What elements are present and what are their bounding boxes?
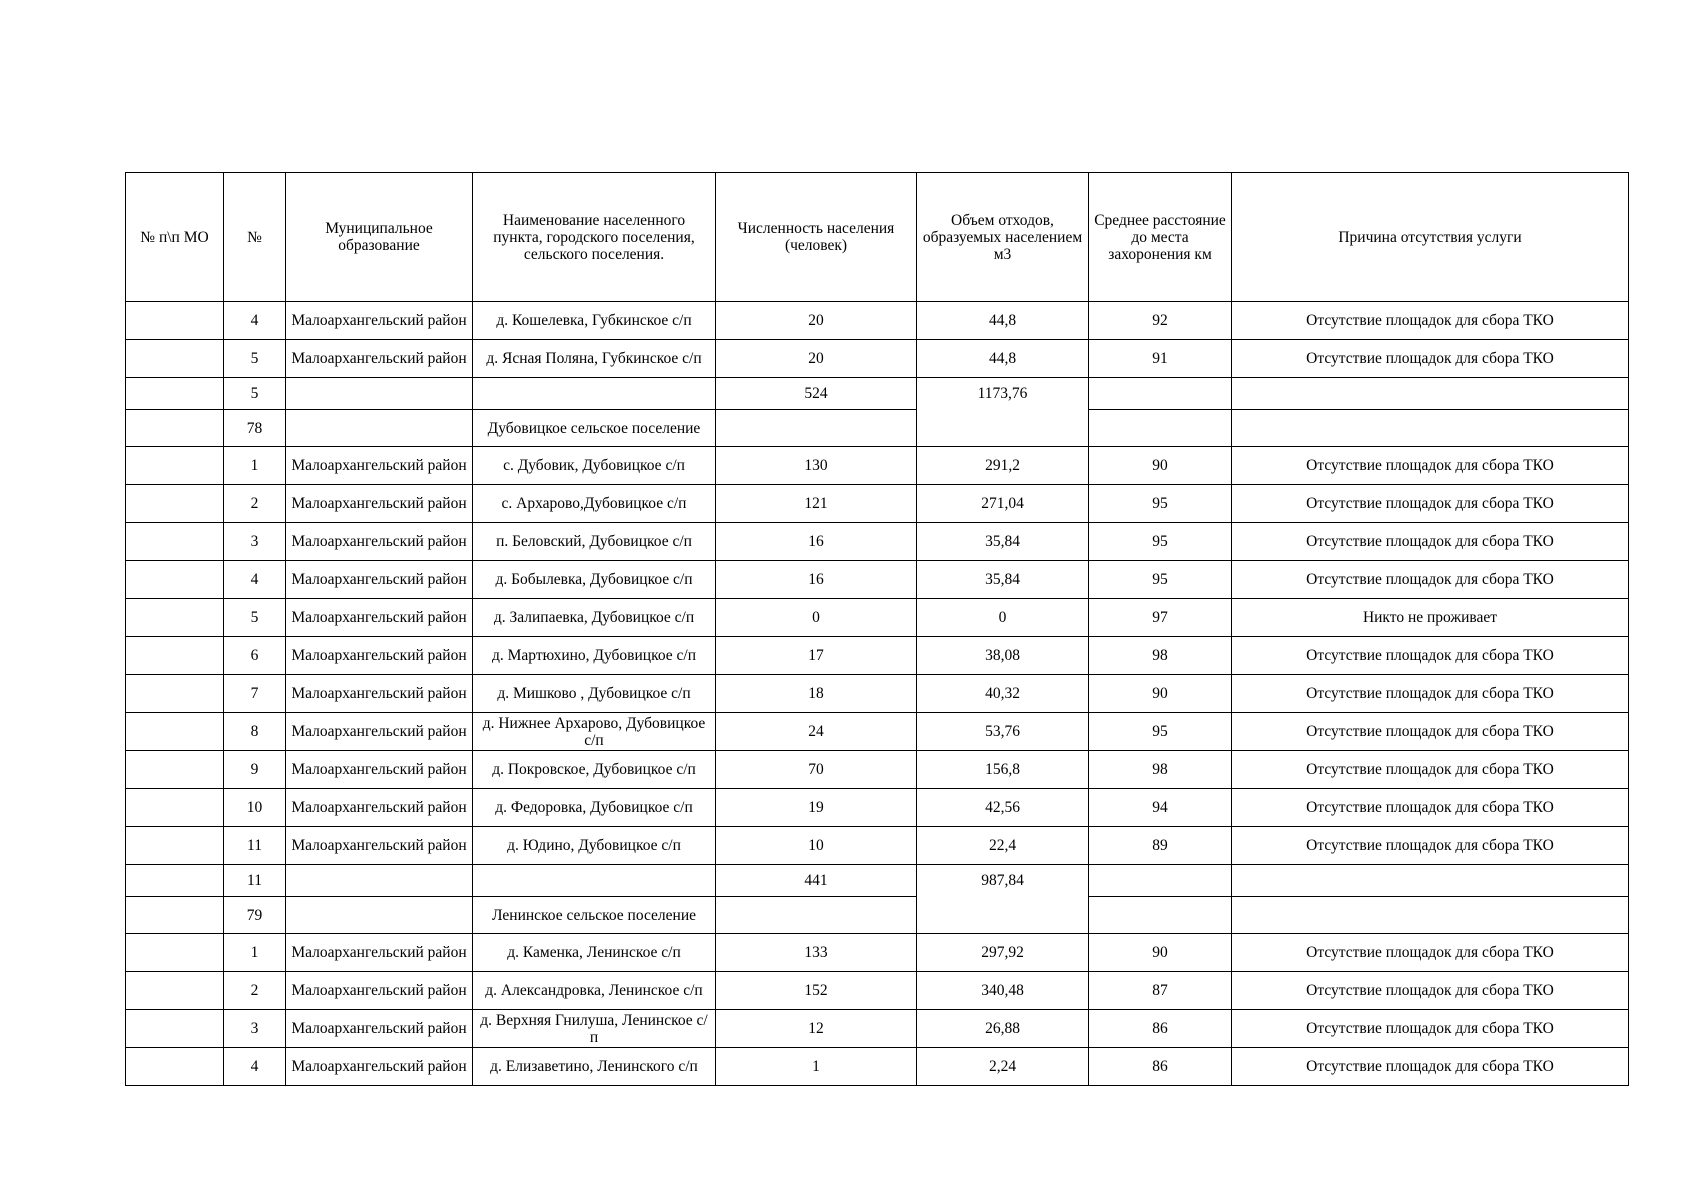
cell-distance: 95 bbox=[1089, 485, 1232, 523]
cell-number: 3 bbox=[224, 523, 286, 561]
cell-mo-number bbox=[126, 637, 224, 675]
cell-municipality bbox=[286, 897, 473, 934]
cell-number: 6 bbox=[224, 637, 286, 675]
cell-mo-number bbox=[126, 751, 224, 789]
cell-waste-volume: 297,92 bbox=[917, 934, 1089, 972]
cell-population: 130 bbox=[716, 447, 917, 485]
cell-distance bbox=[1089, 897, 1232, 934]
cell-waste-volume: 0 bbox=[917, 599, 1089, 637]
group-row bbox=[126, 897, 1629, 934]
waste-table bbox=[125, 172, 1629, 1086]
cell-distance: 91 bbox=[1089, 340, 1232, 378]
cell-settlement: д. Ясная Поляна, Губкинское с/п bbox=[473, 340, 716, 378]
table-row bbox=[126, 523, 1629, 561]
cell-waste-volume: 2,24 bbox=[917, 1048, 1089, 1086]
cell-reason: Отсутствие площадок для сбора ТКО bbox=[1232, 675, 1629, 713]
table-row bbox=[126, 675, 1629, 713]
cell-waste-volume: 156,8 bbox=[917, 751, 1089, 789]
cell-mo-number bbox=[126, 447, 224, 485]
cell-number: 7 bbox=[224, 675, 286, 713]
cell-mo-number bbox=[126, 340, 224, 378]
cell-reason: Отсутствие площадок для сбора ТКО bbox=[1232, 713, 1629, 751]
cell-municipality bbox=[286, 865, 473, 897]
cell-distance: 86 bbox=[1089, 1048, 1232, 1086]
cell-settlement: д. Верхняя Гнилуша, Ленинское с/п bbox=[473, 1010, 716, 1048]
header-row bbox=[126, 173, 1629, 302]
cell-waste-volume: 38,08 bbox=[917, 637, 1089, 675]
subtotal-count: 11 bbox=[224, 865, 286, 897]
cell-settlement: д. Елизаветино, Ленинского с/п bbox=[473, 1048, 716, 1086]
table-row bbox=[126, 713, 1629, 751]
cell-mo-number bbox=[126, 378, 224, 410]
cell-settlement bbox=[473, 865, 716, 897]
cell-waste-volume: 42,56 bbox=[917, 789, 1089, 827]
cell-mo-number bbox=[126, 675, 224, 713]
cell-distance: 86 bbox=[1089, 1010, 1232, 1048]
cell-reason: Отсутствие площадок для сбора ТКО bbox=[1232, 972, 1629, 1010]
cell-reason: Отсутствие площадок для сбора ТКО bbox=[1232, 751, 1629, 789]
table-row bbox=[126, 302, 1629, 340]
cell-population: 19 bbox=[716, 789, 917, 827]
cell-mo-number bbox=[126, 713, 224, 751]
cell-settlement: д. Каменка, Ленинское с/п bbox=[473, 934, 716, 972]
cell-mo-number bbox=[126, 865, 224, 897]
cell-settlement: д. Александровка, Ленинское с/п bbox=[473, 972, 716, 1010]
cell-municipality: Малоархангельский район bbox=[286, 523, 473, 561]
cell-distance: 95 bbox=[1089, 713, 1232, 751]
cell-number: 4 bbox=[224, 1048, 286, 1086]
header-population: Численность населения (человек) bbox=[716, 173, 917, 302]
header-settlement: Наименование населенного пункта, городского поселения, сельского поселения. bbox=[473, 173, 716, 302]
cell-settlement: д. Юдино, Дубовицкое с/п bbox=[473, 827, 716, 865]
cell-reason: Отсутствие площадок для сбора ТКО bbox=[1232, 1010, 1629, 1048]
table-row bbox=[126, 934, 1629, 972]
cell-settlement bbox=[473, 378, 716, 410]
cell-number: 8 bbox=[224, 713, 286, 751]
header-reason: Причина отсутствия услуги bbox=[1232, 173, 1629, 302]
header-distance: Среднее расстояние до места захоронения км bbox=[1089, 173, 1232, 302]
subtotal-population: 524 bbox=[716, 378, 917, 410]
cell-settlement: д. Залипаевка, Дубовицкое с/п bbox=[473, 599, 716, 637]
cell-reason bbox=[1232, 897, 1629, 934]
cell-settlement: д. Мартюхино, Дубовицкое с/п bbox=[473, 637, 716, 675]
cell-population: 12 bbox=[716, 1010, 917, 1048]
table-row bbox=[126, 637, 1629, 675]
subtotal-row bbox=[126, 865, 1629, 897]
cell-distance: 95 bbox=[1089, 561, 1232, 599]
cell-number: 2 bbox=[224, 972, 286, 1010]
cell-reason: Отсутствие площадок для сбора ТКО bbox=[1232, 789, 1629, 827]
cell-population: 0 bbox=[716, 599, 917, 637]
group-name: Ленинское сельское поселение bbox=[473, 897, 716, 934]
cell-mo-number bbox=[126, 1048, 224, 1086]
cell-municipality bbox=[286, 410, 473, 447]
cell-distance: 92 bbox=[1089, 302, 1232, 340]
cell-distance bbox=[1089, 410, 1232, 447]
table-row bbox=[126, 972, 1629, 1010]
cell-municipality: Малоархангельский район bbox=[286, 1048, 473, 1086]
cell-number: 11 bbox=[224, 827, 286, 865]
cell-population: 20 bbox=[716, 302, 917, 340]
cell-mo-number bbox=[126, 934, 224, 972]
cell-population bbox=[716, 410, 917, 447]
cell-municipality: Малоархангельский район bbox=[286, 485, 473, 523]
cell-number: 2 bbox=[224, 485, 286, 523]
cell-population bbox=[716, 897, 917, 934]
cell-waste-volume: 44,8 bbox=[917, 340, 1089, 378]
cell-settlement: д. Кошелевка, Губкинское с/п bbox=[473, 302, 716, 340]
cell-mo-number bbox=[126, 523, 224, 561]
subtotal-count: 5 bbox=[224, 378, 286, 410]
cell-waste-volume: 44,8 bbox=[917, 302, 1089, 340]
cell-mo-number bbox=[126, 410, 224, 447]
cell-reason: Отсутствие площадок для сбора ТКО bbox=[1232, 561, 1629, 599]
cell-municipality: Малоархангельский район bbox=[286, 751, 473, 789]
cell-population: 10 bbox=[716, 827, 917, 865]
cell-settlement: п. Беловский, Дубовицкое с/п bbox=[473, 523, 716, 561]
cell-municipality: Малоархангельский район bbox=[286, 637, 473, 675]
cell-municipality: Малоархангельский район bbox=[286, 1010, 473, 1048]
cell-settlement: д. Бобылевка, Дубовицкое с/п bbox=[473, 561, 716, 599]
cell-reason: Отсутствие площадок для сбора ТКО bbox=[1232, 1048, 1629, 1086]
cell-reason: Отсутствие площадок для сбора ТКО bbox=[1232, 485, 1629, 523]
cell-distance: 97 bbox=[1089, 599, 1232, 637]
cell-number: 4 bbox=[224, 302, 286, 340]
cell-mo-number bbox=[126, 599, 224, 637]
cell-population: 70 bbox=[716, 751, 917, 789]
cell-municipality: Малоархангельский район bbox=[286, 972, 473, 1010]
table-row bbox=[126, 447, 1629, 485]
cell-municipality: Малоархангельский район bbox=[286, 561, 473, 599]
cell-settlement: с. Дубовик, Дубовицкое с/п bbox=[473, 447, 716, 485]
cell-population: 17 bbox=[716, 637, 917, 675]
cell-reason: Отсутствие площадок для сбора ТКО bbox=[1232, 523, 1629, 561]
table-row bbox=[126, 1048, 1629, 1086]
cell-mo-number bbox=[126, 1010, 224, 1048]
cell-number: 1 bbox=[224, 447, 286, 485]
cell-municipality: Малоархангельский район bbox=[286, 789, 473, 827]
cell-waste-volume: 35,84 bbox=[917, 561, 1089, 599]
cell-reason: Отсутствие площадок для сбора ТКО bbox=[1232, 340, 1629, 378]
cell-distance: 90 bbox=[1089, 934, 1232, 972]
group-row bbox=[126, 410, 1629, 447]
cell-reason: Отсутствие площадок для сбора ТКО bbox=[1232, 934, 1629, 972]
group-name: Дубовицкое сельское поселение bbox=[473, 410, 716, 447]
subtotal-row bbox=[126, 378, 1629, 410]
cell-municipality: Малоархангельский район bbox=[286, 713, 473, 751]
cell-reason bbox=[1232, 865, 1629, 897]
table-row bbox=[126, 751, 1629, 789]
cell-distance: 90 bbox=[1089, 675, 1232, 713]
table-row bbox=[126, 485, 1629, 523]
cell-municipality: Малоархангельский район bbox=[286, 340, 473, 378]
cell-number: 5 bbox=[224, 340, 286, 378]
cell-number: 10 bbox=[224, 789, 286, 827]
cell-population: 18 bbox=[716, 675, 917, 713]
cell-number: 3 bbox=[224, 1010, 286, 1048]
cell-mo-number bbox=[126, 897, 224, 934]
cell-reason: Отсутствие площадок для сбора ТКО bbox=[1232, 447, 1629, 485]
subtotal-waste-volume: 1173,76 bbox=[917, 378, 1089, 447]
cell-reason: Отсутствие площадок для сбора ТКО bbox=[1232, 302, 1629, 340]
cell-mo-number bbox=[126, 561, 224, 599]
cell-mo-number bbox=[126, 485, 224, 523]
table-row bbox=[126, 789, 1629, 827]
cell-waste-volume: 35,84 bbox=[917, 523, 1089, 561]
cell-reason bbox=[1232, 378, 1629, 410]
cell-settlement: д. Покровское, Дубовицкое с/п bbox=[473, 751, 716, 789]
cell-settlement: д. Нижнее Архарово, Дубовицкое с/п bbox=[473, 713, 716, 751]
cell-municipality: Малоархангельский район bbox=[286, 599, 473, 637]
cell-distance bbox=[1089, 378, 1232, 410]
cell-municipality: Малоархангельский район bbox=[286, 934, 473, 972]
cell-mo-number bbox=[126, 789, 224, 827]
header-mo-number: № п\п МО bbox=[126, 173, 224, 302]
table-row bbox=[126, 1010, 1629, 1048]
cell-number: 5 bbox=[224, 599, 286, 637]
cell-population: 133 bbox=[716, 934, 917, 972]
cell-mo-number bbox=[126, 302, 224, 340]
cell-population: 24 bbox=[716, 713, 917, 751]
cell-municipality: Малоархангельский район bbox=[286, 447, 473, 485]
cell-distance: 95 bbox=[1089, 523, 1232, 561]
cell-waste-volume: 291,2 bbox=[917, 447, 1089, 485]
cell-population: 121 bbox=[716, 485, 917, 523]
cell-population: 16 bbox=[716, 561, 917, 599]
cell-distance: 98 bbox=[1089, 751, 1232, 789]
cell-number: 9 bbox=[224, 751, 286, 789]
cell-settlement: д. Мишково , Дубовицкое с/п bbox=[473, 675, 716, 713]
cell-municipality: Малоархангельский район bbox=[286, 302, 473, 340]
cell-mo-number bbox=[126, 972, 224, 1010]
cell-distance: 87 bbox=[1089, 972, 1232, 1010]
subtotal-waste-volume: 987,84 bbox=[917, 865, 1089, 934]
table-row bbox=[126, 827, 1629, 865]
cell-distance: 98 bbox=[1089, 637, 1232, 675]
cell-waste-volume: 26,88 bbox=[917, 1010, 1089, 1048]
cell-distance: 89 bbox=[1089, 827, 1232, 865]
header-municipality: Муниципальное образование bbox=[286, 173, 473, 302]
cell-waste-volume: 22,4 bbox=[917, 827, 1089, 865]
cell-distance bbox=[1089, 865, 1232, 897]
group-number: 78 bbox=[224, 410, 286, 447]
cell-waste-volume: 53,76 bbox=[917, 713, 1089, 751]
cell-waste-volume: 340,48 bbox=[917, 972, 1089, 1010]
cell-reason: Отсутствие площадок для сбора ТКО bbox=[1232, 637, 1629, 675]
cell-mo-number bbox=[126, 827, 224, 865]
subtotal-population: 441 bbox=[716, 865, 917, 897]
cell-municipality bbox=[286, 378, 473, 410]
cell-distance: 90 bbox=[1089, 447, 1232, 485]
header-waste-volume: Объем отходов, образуемых населением м3 bbox=[917, 173, 1089, 302]
cell-waste-volume: 40,32 bbox=[917, 675, 1089, 713]
table-row bbox=[126, 599, 1629, 637]
cell-population: 20 bbox=[716, 340, 917, 378]
cell-reason: Никто не проживает bbox=[1232, 599, 1629, 637]
cell-settlement: с. Архарово,Дубовицкое с/п bbox=[473, 485, 716, 523]
header-number: № bbox=[224, 173, 286, 302]
cell-reason: Отсутствие площадок для сбора ТКО bbox=[1232, 827, 1629, 865]
cell-municipality: Малоархангельский район bbox=[286, 675, 473, 713]
cell-population: 152 bbox=[716, 972, 917, 1010]
cell-number: 4 bbox=[224, 561, 286, 599]
cell-number: 1 bbox=[224, 934, 286, 972]
cell-distance: 94 bbox=[1089, 789, 1232, 827]
cell-waste-volume: 271,04 bbox=[917, 485, 1089, 523]
cell-population: 16 bbox=[716, 523, 917, 561]
cell-settlement: д. Федоровка, Дубовицкое с/п bbox=[473, 789, 716, 827]
cell-reason bbox=[1232, 410, 1629, 447]
table-row bbox=[126, 561, 1629, 599]
cell-population: 1 bbox=[716, 1048, 917, 1086]
table-row bbox=[126, 340, 1629, 378]
group-number: 79 bbox=[224, 897, 286, 934]
cell-municipality: Малоархангельский район bbox=[286, 827, 473, 865]
